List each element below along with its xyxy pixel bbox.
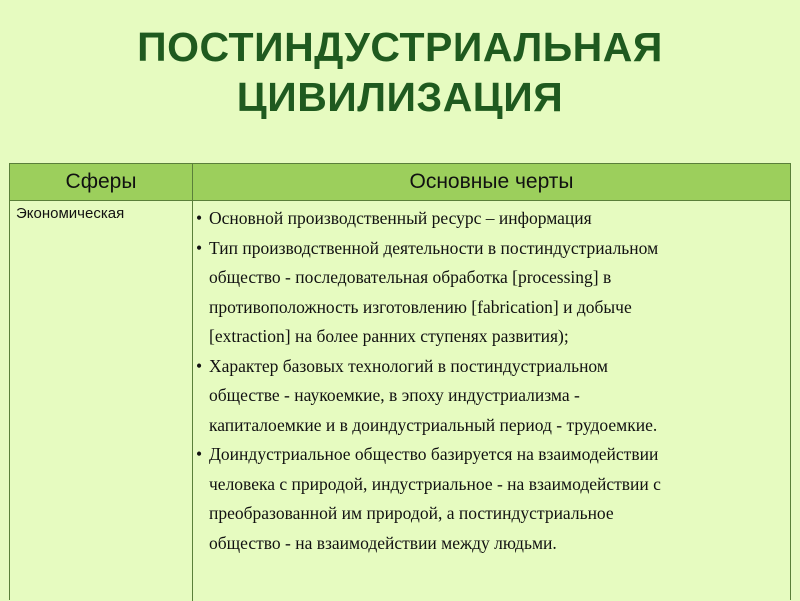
page-title	[0, 22, 800, 122]
trait-line: преобразованной им природой, а постиндустриальное	[209, 503, 614, 523]
traits-cell	[196, 204, 790, 558]
title-line-2: ЦИВИЛИЗАЦИЯ	[236, 74, 564, 120]
header-spheres: Сферы	[65, 170, 137, 193]
trait-line: человека с природой, индустриальное - на взаимодействии с	[209, 473, 661, 494]
title-line-1: ПОСТИНДУСТРИАЛЬНАЯ	[137, 24, 663, 70]
sphere-cell: Экономическая	[16, 205, 125, 222]
trait-line: Характер базовых технологий в постиндустриальном	[209, 355, 608, 376]
bullet: •	[196, 355, 203, 376]
bullet: •	[196, 208, 203, 228]
trait-line: общество - последовательная обработка [processing] в	[209, 267, 612, 287]
header-main-traits: Основные черты	[409, 170, 574, 193]
trait-line: Доиндустриальное общество базируется на взаимодействии	[209, 444, 659, 464]
trait-line: капиталоемкие и в доиндустриальный период - трудоемкие.	[209, 414, 658, 435]
trait-line: [extraction] на более ранних ступенях развития);	[209, 326, 569, 346]
traits-table	[9, 163, 791, 600]
table-header-row	[10, 164, 790, 201]
trait-item	[196, 204, 790, 234]
trait-line: Основной производственный ресурс – информация	[209, 208, 592, 228]
trait-line: противоположность изготовлению [fabrication] и добыче	[209, 296, 632, 317]
trait-line: Тип производственной деятельности в постиндустриальном	[209, 237, 659, 258]
trait-line: обществе - наукоемкие, в эпоху индустриализма -	[209, 385, 580, 405]
trait-item	[196, 234, 790, 352]
bullet: •	[196, 237, 203, 258]
column-divider	[192, 164, 193, 601]
trait-item	[196, 440, 790, 558]
trait-line: общество - на взаимодействии между людьми.	[209, 532, 557, 553]
bullet: •	[196, 444, 203, 464]
trait-item	[196, 352, 790, 441]
